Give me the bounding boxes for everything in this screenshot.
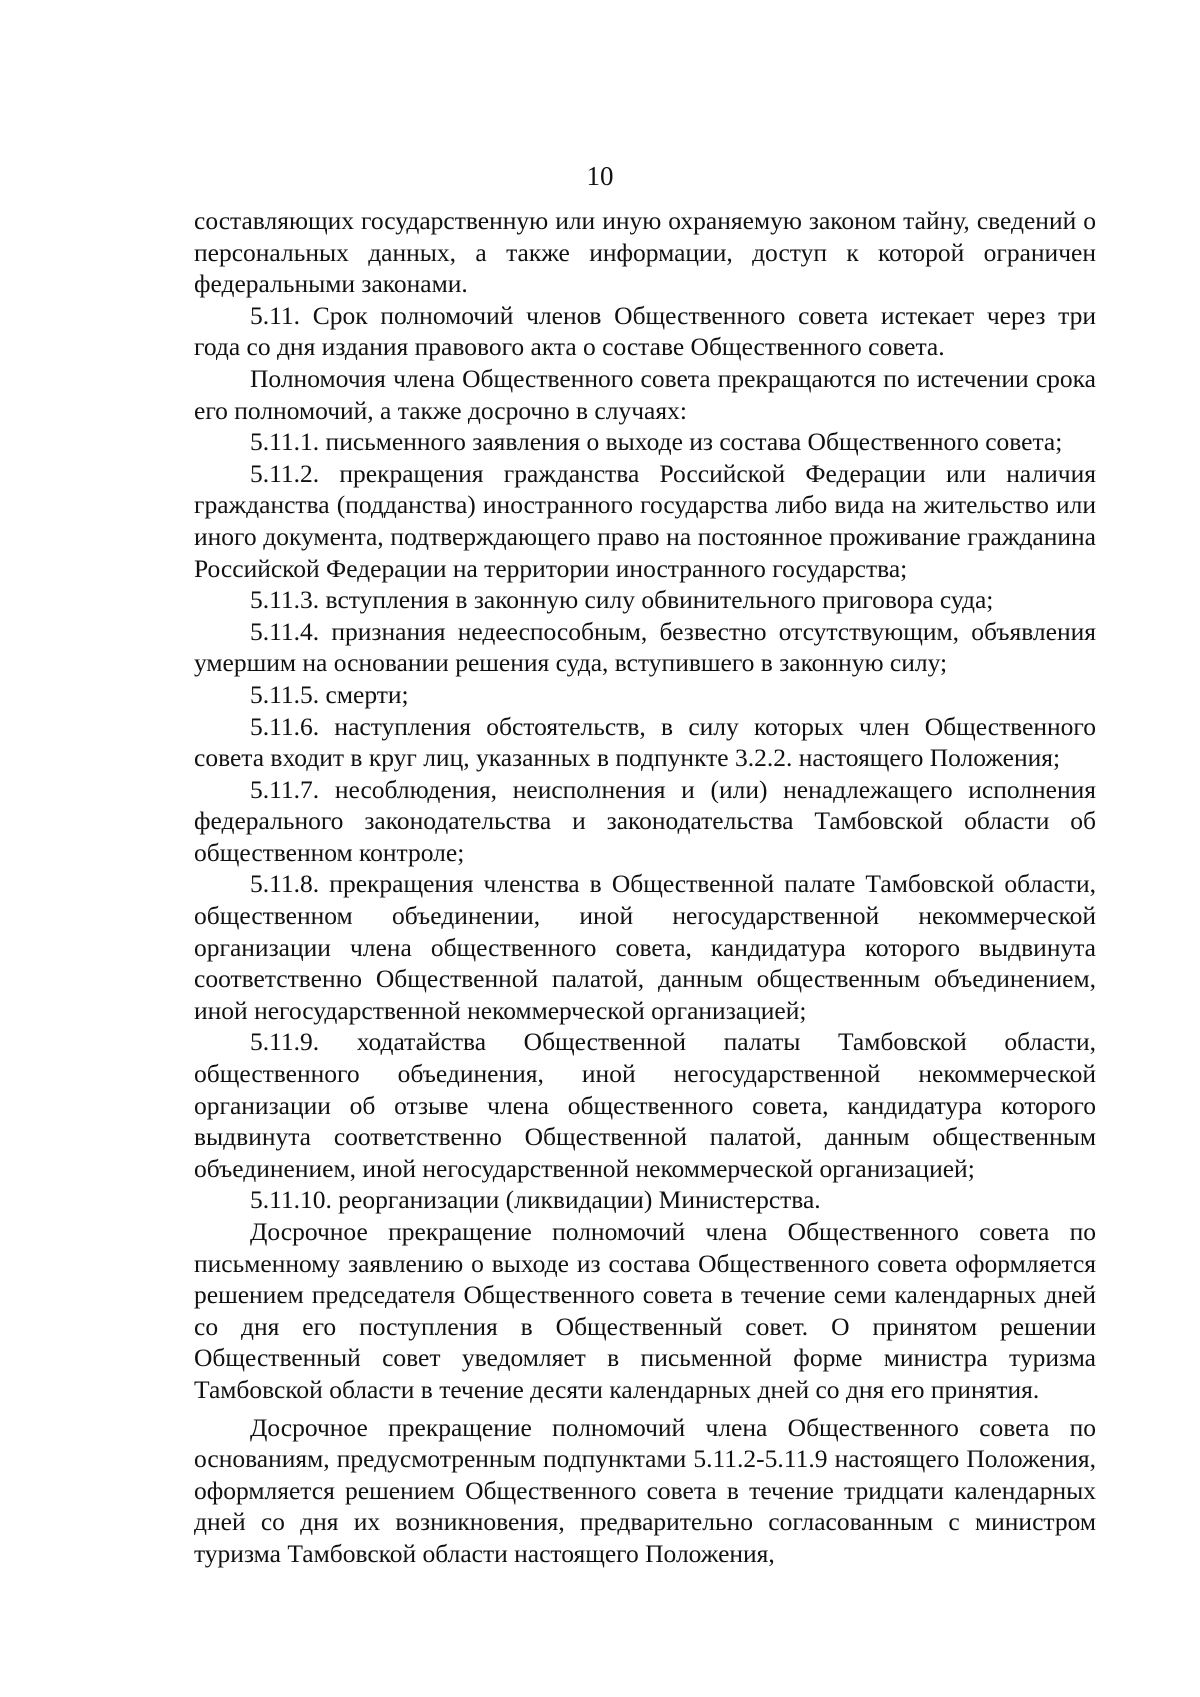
paragraph-5-11-8: 5.11.8. прекращения членства в Общественной палате Тамбовской области, общественном объединении, иной негосударственной некоммерческой организации члена общественного совета, кандидатура которого выдвинута соответственно Общественной палатой, данным общественным объединением, иной негосударственной некоммерческой организацией; bbox=[194, 869, 1096, 1025]
paragraph-5-11-10: 5.11.10. реорганизации (ликвидации) Министерства. bbox=[250, 1185, 821, 1215]
paragraph-5-11: 5.11. Срок полномочий членов Общественного совета истекает через три года со дня издания правового акта о составе Общественного совета. bbox=[194, 300, 1096, 362]
paragraph-5-11-2: 5.11.2. прекращения гражданства Российской Федерации или наличия гражданства (подданства) иностранного государства либо вида на жительство или иного документа, подтверждающего право на постоянное проживание гражданина Российской Федерации на территории иностранного государства; bbox=[194, 458, 1096, 583]
paragraph-5-11-9: 5.11.9. ходатайства Общественной палаты Тамбовской области, общественного объединения, иной негосударственной некоммерческой организации об отзыве члена общественного совета, кандидатура которого выдвинута соответственно Общественной палатой, данным общественным объединением, иной негосударственной некоммерческой организацией; bbox=[194, 1027, 1096, 1183]
paragraph-5-11-4: 5.11.4. признания недееспособным, безвестно отсутствующим, объявления умершим на основании решения суда, вступившего в законную силу; bbox=[194, 616, 1096, 678]
paragraph-termination-intro: Полномочия члена Общественного совета прекращаются по истечении срока его полномочий, а также досрочно в случаях: bbox=[194, 363, 1096, 425]
paragraph-5-11-1: 5.11.1. письменного заявления о выходе из состава Общественного совета; bbox=[250, 427, 1063, 457]
paragraph-early-termination-by-application: Досрочное прекращение полномочий члена Общественного совета по письменному заявлению о выходе из состава Общественного совета оформляется решением председателя Общественного совета в течение семи календарных дней со дня его поступления в Общественный совет. О принятом решении Общественный совет уведомляет в письменной форме министра туризма Тамбовской области в течение десяти календарных дней со дня его принятия. bbox=[194, 1217, 1096, 1404]
paragraph-5-11-7: 5.11.7. несоблюдения, неисполнения и (или) ненадлежащего исполнения федерального законодательства и законодательства Тамбовской области об общественном контроле; bbox=[194, 774, 1096, 867]
paragraph-early-termination-by-grounds: Досрочное прекращение полномочий члена Общественного совета по основаниям, предусмотренным подпунктами 5.11.2-5.11.9 настоящего Положения, оформляется решением Общественного совета в течение тридцати календарных дней со дня их возникновения, предварительно согласованным с министром туризма Тамбовской области настоящего Положения, bbox=[194, 1412, 1096, 1568]
paragraph-5-11-5: 5.11.5. смерти; bbox=[250, 679, 409, 709]
paragraph-5-11-6: 5.11.6. наступления обстоятельств, в силу которых член Общественного совета входит в круг лиц, указанных в подпункте 3.2.2. настоящего Положения; bbox=[194, 711, 1096, 773]
paragraph-continuation: составляющих государственную или иную охраняемую законом тайну, сведений о персональных данных, а также информации, доступ к которой ограничен федеральными законами. bbox=[194, 206, 1096, 299]
page-number: 10 bbox=[586, 161, 614, 191]
paragraph-5-11-3: 5.11.3. вступления в законную силу обвинительного приговора суда; bbox=[250, 585, 994, 615]
document-body bbox=[194, 205, 1096, 1570]
